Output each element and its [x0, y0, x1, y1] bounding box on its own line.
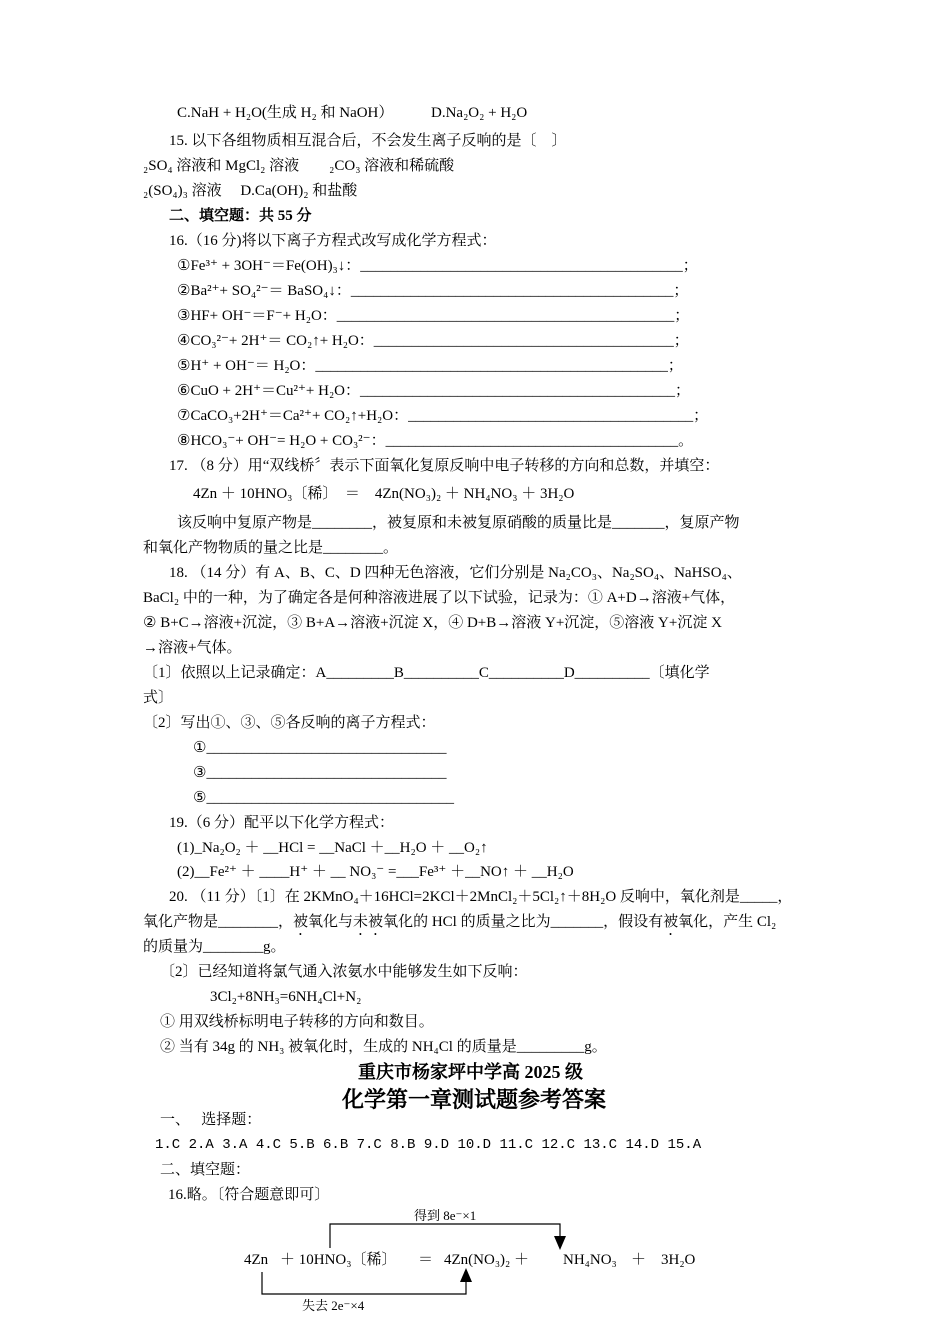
emphasis-weibei: 未被 [353, 914, 384, 930]
q20-line-1: 20. （11 分）〔1〕在 2KMnO₄＋16HCl=2KCl＋2MnCl₂＋5Cl₂↑＋8H₂O 反响中，氧化剂是_____， [169, 889, 793, 905]
q16-item-2: ②Ba²⁺+ SO₄²⁻＝ BaSO₄↓：___________________________________________； [177, 283, 689, 299]
bridge-top-arrow [554, 1236, 566, 1250]
answer-section1: 一、 选择题： [160, 1112, 262, 1128]
section2-header: 二、填空题：共 55 分 [169, 208, 312, 224]
answer-section2: 二、填空题： [160, 1162, 251, 1178]
q18-blank-3: ③________________________________ [193, 765, 447, 781]
q16-item-7: ⑦CaCO₃+2H⁺＝Ca²⁺+ CO₂↑+H₂O：______________________________________； [177, 408, 709, 424]
q16-item-8: ⑧HCO₃⁻+ OH⁻= H₂O + CO₃²⁻：_______________________________________。 [177, 433, 694, 449]
bridge-top-label: 得到 8e⁻×1 [414, 1208, 477, 1223]
bridge-bottom-arrow [460, 1268, 472, 1282]
answer-q16: 16.略。〔符合题意即可〕 [168, 1187, 330, 1203]
q16-item-4: ④CO₃²⁻+ 2H⁺＝ CO₂↑+ H₂O：________________________________________； [177, 333, 689, 349]
q17-line-2: 和氧化产物物质的量之比是________。 [143, 540, 399, 556]
q18-sub1-a: 〔1〕依照以上记录确定：A_________B__________C__________D__________〔填化学 [143, 665, 710, 681]
bridge-bottom-label: 失去 2e⁻×4 [302, 1298, 365, 1313]
q20-item-1: ① 用双线桥标明电子转移的方向和数目。 [160, 1014, 434, 1030]
q18-sub2: 〔2〕写出①、③、⑤各反响的离子方程式： [143, 715, 436, 731]
bridge-eq-zn-no3: 4Zn(NO₃)₂ ＋ [444, 1252, 530, 1268]
q15-options-ab: ₂SO₄ 溶液和 MgCl₂ 溶液 ₂CO₃ 溶液和稀硫酸 [143, 158, 455, 174]
q16-item-6: ⑥CuO + 2H⁺＝Cu²⁺+ H₂O：__________________________________________； [177, 383, 691, 399]
bridge-top-line [330, 1224, 560, 1248]
q20-line-2: 氧化产物是________，被氧化与未被氧化的 HCl 的质量之比为_______，假设有被氧化，产生 Cl₂ [143, 914, 777, 930]
q18-line-4: →溶液+气体。 [143, 640, 242, 656]
emphasis-bei-1: 被 [293, 914, 309, 930]
q20-equation: 3Cl₂+8NH₃=6NH₄Cl+N₂ [210, 989, 362, 1005]
q19-equation-1: (1)_Na₂O₂ ＋ __HCl = __NaCl ＋__H₂O ＋ __O₂↑ [177, 840, 488, 856]
q18-blank-1: ①________________________________ [193, 740, 447, 756]
q15-options-cd: ₂(SO₄)₃ 溶液 D.Ca(OH)₂ 和盐酸 [143, 183, 358, 199]
q18-line-2: BaCl₂ 中的一种，为了确定各是何种溶液进展了以下试验，记录为：① A+D→溶液+气体， [143, 590, 736, 606]
q20-sub2: 〔2〕已经知道将氯气通入浓氨水中能够发生如下反响： [160, 964, 528, 980]
q16-stem: 16.（16 分)将以下离子方程式改写成化学方程式： [169, 233, 497, 249]
q18-line-1: 18. （14 分）有 A、B、C、D 四种无色溶液，它们分别是 Na₂CO₃、Na₂SO₄、NaHSO₄、 [169, 565, 742, 581]
bridge-eq-zn: 4Zn [244, 1252, 269, 1268]
emphasis-bei-2: 被 [663, 914, 679, 930]
q18-line-3: ② B+C→溶液+沉淀，③ B+A→溶液+沉淀 X，④ D+B→溶液 Y+沉淀，⑤溶液 Y+沉淀 X [143, 615, 722, 631]
answer-school-title: 重庆市杨家坪中学高 2025 级 [358, 1062, 583, 1082]
q14-option-d: D.Na₂O₂ + H₂O [431, 105, 528, 121]
q19-stem: 19.（6 分）配平以下化学方程式： [169, 815, 395, 831]
bridge-bottom-line [262, 1272, 466, 1294]
q19-equation-2: (2)__Fe²⁺ ＋ ____H⁺ ＋ __ NO₃⁻ =___Fe³⁺ ＋__NO↑ ＋ __H₂O [177, 864, 574, 880]
bridge-eq-nh4no3: NH₄NO₃ [563, 1252, 617, 1268]
q18-sub1-b: 式〕 [143, 690, 174, 706]
q16-item-5: ⑤H⁺ + OH⁻＝ H₂O：_______________________________________________； [177, 358, 683, 374]
q20-item-2: ② 当有 34g 的 NH₃ 被氧化时，生成的 NH₄Cl 的质量是_________g。 [160, 1039, 607, 1055]
q17-line-1: 该反响中复原产物是________，被复原和未被复原硝酸的质量比是_______，复原产物 [177, 515, 740, 531]
q18-blank-5: ⑤_________________________________ [193, 790, 454, 806]
q16-item-3: ③HF+ OH⁻＝F⁻+ H₂O：_____________________________________________； [177, 308, 690, 324]
bridge-eq-equals: ＝ [418, 1252, 434, 1268]
bridge-eq-hno3: ＋ 10HNO₃〔稀〕 [280, 1252, 397, 1268]
q17-stem: 17. （8 分）用“双线桥〞表示下面氧化复原反响中电子转移的方向和总数，并填空： [169, 458, 720, 474]
answer-main-title: 化学第一章测试题参考答案 [342, 1087, 607, 1112]
q14-option-c: C.NaH + H₂O(生成 H₂ 和 NaOH） [177, 105, 394, 121]
q16-item-1: ①Fe³⁺ + 3OH⁻＝Fe(OH)₃↓：___________________________________________； [177, 258, 698, 274]
bridge-eq-h2o: ＋ 3H₂O [631, 1252, 696, 1268]
q15-stem: 15. 以下各组物质相互混合后，不会发生离子反响的是〔 〕 [169, 133, 567, 149]
q17-equation: 4Zn ＋ 10HNO₃〔稀〕 ＝ 4Zn(NO₃)₂ ＋ NH₄NO₃ ＋ 3H₂O [193, 486, 575, 502]
q20-line-3: 的质量为________g。 [143, 939, 286, 955]
answer-choices: 1.C 2.A 3.A 4.C 5.B 6.B 7.C 8.B 9.D 10.D 11.C 12.C 13.C 14.D 15.A [155, 1137, 702, 1153]
